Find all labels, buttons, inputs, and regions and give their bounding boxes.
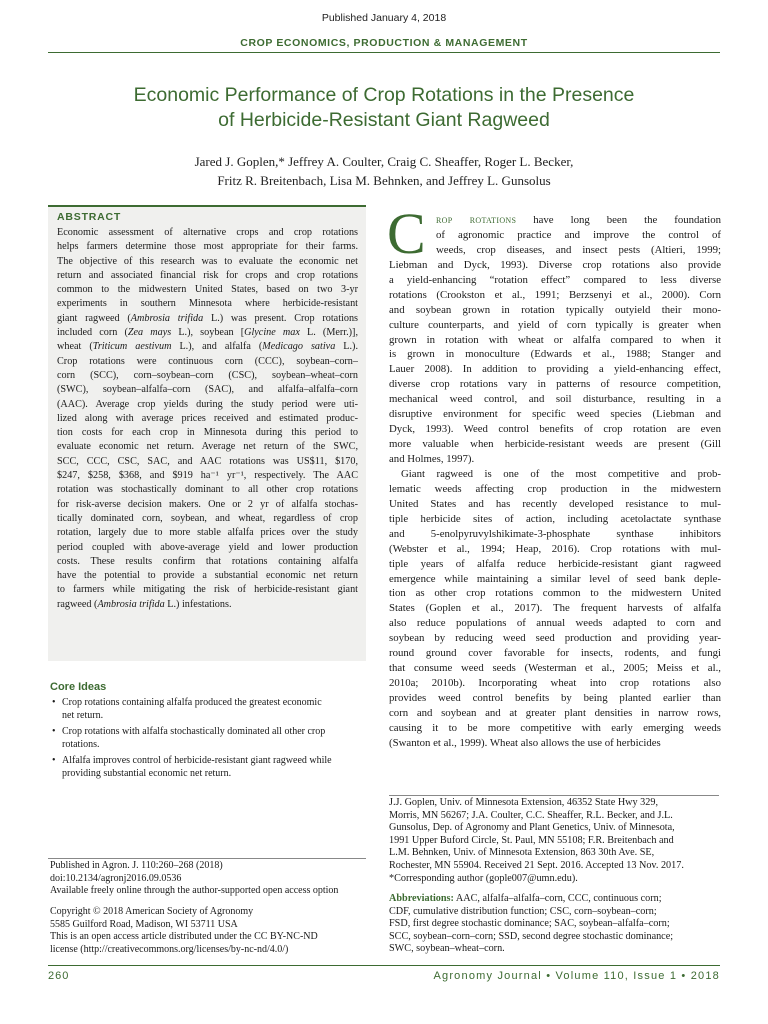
abstract-heading: ABSTRACT [57, 211, 122, 223]
intro-line: States (Goplen et al., 2017). The frequent harvests of alfalfa [389, 602, 721, 615]
affiliation-line: L.M. Behnken, Univ. of Minnesota Extension, 863 30th Ave. SE, [389, 847, 655, 859]
abbreviations-line: SCC, soybean–corn–corn; SSD, second degree stochastic dominance; [389, 930, 674, 942]
author-list [60, 152, 708, 190]
affiliation-rule [389, 795, 719, 796]
abstract-line: return and associated financial risk for crops and crop rotations [57, 269, 358, 281]
abstract-line: $247, $258, $368, and $919 ha⁻¹ yr⁻¹, respectively. The AAC [57, 470, 358, 482]
abstract-line: common to the midwestern United States, based on two 3-yr [57, 284, 358, 296]
abstract-line: tion costs for each crop in Minnesota during this period to [57, 427, 358, 439]
intro-line: tiple herbicide sites of action, including acetolactate synthase [389, 512, 721, 525]
intro-line: 2010a; 2010b). Incorporating wheat into crop rotations also [389, 677, 721, 690]
intro-line: culture counterparts, and yield of corn typically is greater when [389, 318, 721, 331]
copyright-line: license (http://creativecommons.org/licenses/by-nc-nd/4.0/) [50, 943, 289, 955]
intro-line: that consume weed seeds (Westerman et al., 2005; Meiss et al., [389, 662, 721, 675]
abstract-line: experiments in southern Minnesota where herbicide-resistant [57, 298, 358, 310]
intro-line: round ground cover favorable for insects, rodents, and fungi [389, 647, 721, 660]
intro-line: Lauer 2008). In addition to providing a yield-enhancing effect, [389, 363, 721, 376]
abstract-line: tically dominated corn, soybean, and wheat, regardless of crop [57, 512, 358, 524]
abbreviations-first-line [389, 893, 721, 906]
intro-line: tiple years of alfalfa reduce herbicide-resistant giant ragweed [389, 557, 721, 570]
intro-line: grown in rotation with wheat or alfalfa compared to when it [389, 333, 721, 346]
abstract-line: Economic assessment of alternative crops and crop rotations [57, 227, 358, 238]
page-number: 260 [48, 970, 70, 982]
intro-line: causing it to be more competitive with early emerging weeds [389, 721, 721, 734]
pub-info-line: Published in Agron. J. 110:260–268 (2018) [50, 860, 223, 871]
intro-first-line [389, 213, 721, 228]
core-ideas-heading: Core Ideas [50, 681, 107, 693]
core-idea-text [62, 697, 370, 722]
core-ideas-list [50, 697, 370, 785]
abstract-line: rotation was stochastically dominant to all other crop rotations [57, 484, 358, 496]
intro-line: and soybean grown in rotation typically outyield their mono- [389, 303, 721, 316]
section-heading: CROP ECONOMICS, PRODUCTION & MANAGEMENT [240, 37, 528, 49]
abbreviations-line: SWC, soybean–wheat–corn. [389, 943, 505, 955]
core-idea-line: Crop rotations with alfalfa stochastically dominated all other crop [62, 726, 326, 738]
intro-line: a yield-enhancing “rotation effect” compared to less diverse [389, 273, 721, 286]
intro-line: Giant ragweed is one of the most competitive and prob- [401, 467, 721, 480]
pub-info-line: doi:10.2134/agronj2016.09.0536 [50, 872, 182, 884]
intro-line: provides weed control benefits by being planted earlier than [389, 692, 721, 704]
abstract-line: ragweed (Ambrosia trifida L.) infestations. [57, 598, 232, 610]
abstract-line: for risk-averse decision makers. One or 2 yr of alfalfa stochas- [57, 498, 358, 510]
publication-info [50, 860, 370, 898]
intro-first-rest: have long been the foundation [516, 214, 721, 226]
intro-line: emergence while maintaining a similar level of seed bank deple- [389, 572, 721, 585]
abstract-line: costs. These results confirm that rotations containing alfalfa [57, 555, 358, 567]
abstract-line: The objective of this research was to evaluate the economic net [57, 255, 358, 267]
core-idea-text [62, 726, 370, 751]
affiliation-line: Gunsolus, Dep. of Agronomy and Plant Genetics, Univ. of Minnesota, [389, 822, 675, 834]
abbreviations-first-text: AAC, alfalfa–alfalfa–corn, CCC, continuous corn; [453, 893, 662, 904]
copyright-line: 5585 Guilford Road, Madison, WI 53711 USA [50, 918, 238, 930]
core-idea-text [62, 755, 370, 780]
intro-line: and 5-enolpyruvylshikimate-3-phosphate synthase inhibitors [389, 527, 721, 540]
abbreviations-line: CDF, cumulative distribution function; CSC, corn–soybean–corn; [389, 905, 657, 917]
abbreviations [389, 893, 721, 956]
affiliation-line: 1991 Upper Buford Circle, St. Paul, MN 55108; F.R. Breitenbach and [389, 834, 674, 846]
intro-line: United States and has recently developed resistance to mul- [389, 497, 721, 510]
drop-cap: C [387, 201, 426, 266]
introduction-text [389, 213, 721, 751]
intro-line: of agronomic practice and improve the control of [436, 228, 721, 241]
core-idea-line: rotations. [62, 738, 100, 750]
intro-line: corn and soybean and at greater plant densities in narrow rows, [389, 706, 721, 719]
core-idea-line: net return. [62, 709, 104, 721]
affiliation-line: Rochester, MN 55904. Received 21 Sept. 2016. Accepted 13 Nov. 2017. [389, 859, 684, 871]
abbreviations-label: Abbreviations: [389, 893, 454, 904]
abstract-line: helps farmers determine those most appropriate for their farms. [57, 241, 358, 253]
bullet-icon: • [52, 726, 56, 738]
intro-smallcaps: rop rotations [436, 214, 517, 226]
published-date: Published January 4, 2018 [321, 12, 447, 24]
abstract-line: period coupled with above-average yield and lower production [57, 541, 358, 553]
abstract-line: included corn (Zea mays L.), soybean [Glycine max L. (Merr.)], [57, 327, 358, 339]
bullet-icon: • [52, 755, 56, 767]
journal-footer: Agronomy Journal • Volume 110, Issue 1 • 2018 [433, 970, 720, 982]
pub-info-line: Available freely online through the author-supported open access option [50, 885, 339, 897]
core-idea-item [50, 697, 370, 722]
author-affiliations [389, 797, 721, 885]
intro-line: rotations (Crookston et al., 1991; Berzsenyi et al., 2000). Corn [389, 288, 721, 301]
intro-line: weeds, crop diseases, and insect pests (Altieri, 1999; [436, 243, 721, 256]
intro-line: also reduce populations of annual weeds adapted to corn and [389, 617, 721, 630]
copyright-line: This is an open access article distributed under the CC BY-NC-ND [50, 931, 318, 943]
intro-line: (Webster et al., 1994; Heap, 2016). Crop rotations with mul- [389, 542, 721, 555]
abstract-line: giant ragweed (Ambrosia trifida L.) was present. Crop rotations [57, 312, 358, 324]
core-idea-item [50, 726, 370, 751]
affiliation-line: *Corresponding author (gople007@umn.edu). [389, 872, 578, 884]
abstract-text [57, 226, 358, 612]
top-rule [48, 52, 720, 53]
intro-line: more valuable when herbicide-resistant weeds are present (Gill [389, 438, 721, 451]
copyright-line: Copyright © 2018 American Society of Agronomy [50, 906, 254, 917]
abstract-line: lized along with average prices received and estimated produc- [57, 412, 358, 424]
abstract-line: evaluate economic net return. Average net return of the SWC, [57, 441, 358, 453]
article-title [60, 83, 708, 133]
core-idea-line: providing substantial economic net return. [62, 767, 232, 779]
bottom-rule [48, 965, 720, 966]
intro-line: tion as other crop rotations common to the midwestern United [389, 587, 721, 600]
core-idea-line: Alfalfa improves control of herbicide-resistant giant ragweed while [62, 755, 332, 767]
intro-line: Dyck, 1993). Weed control benefits of crop rotation are even [389, 423, 721, 436]
affiliation-line: Morris, MN 56267; J.A. Coulter, C.C. Sheaffer, R.L. Becker, and J.L. [389, 809, 673, 821]
abbreviations-line: FSD, first degree stochastic dominance; SAC, soybean–alfalfa–corn; [389, 918, 670, 930]
intro-line: mechanical weed control, and soil disturbance, resulting in a [389, 393, 721, 406]
core-idea-line: Crop rotations containing alfalfa produced the greatest economic [62, 697, 322, 708]
intro-line: and Holmes, 1997). [389, 453, 475, 465]
intro-line: (Swanton et al., 1999). Wheat also allows the use of herbicides [389, 736, 661, 749]
intro-line: soybean by reducing weed seed production and providing year- [389, 632, 721, 645]
abstract-line: Crop rotations were continuous corn (CCC), soybean–corn– [57, 355, 358, 367]
abstract-line: rotation, largely due to more stable alfalfa prices over the study [57, 527, 358, 539]
intro-line: lematic weeds affecting crop production in the midwestern [389, 482, 721, 495]
abstract-line: corn (SCC), corn–soybean–corn (CSC), soybean–wheat–corn [57, 369, 358, 381]
core-idea-item [50, 755, 370, 780]
left-footer-rule [48, 858, 366, 859]
abstract-line: (AAC). Average crop yields during the study period were uti- [57, 398, 358, 410]
title-line: Economic Performance of Crop Rotations in the Presence [133, 84, 635, 106]
copyright-notice [50, 906, 370, 956]
author-line: Jared J. Goplen,* Jeffrey A. Coulter, Craig C. Sheaffer, Roger L. Becker, [194, 154, 574, 169]
author-line: Fritz R. Breitenbach, Lisa M. Behnken, and Jeffrey L. Gunsolus [217, 173, 551, 188]
bullet-icon: • [52, 697, 56, 708]
intro-line: is grown in monoculture (Edwards et al., 1988; Stanger and [389, 348, 721, 361]
affiliation-line: J.J. Goplen, Univ. of Minnesota Extension, 46352 State Hwy 329, [389, 797, 659, 808]
abstract-line: SCC, CCC, CSC, SAC, and AAC rotations was US$11, $170, [57, 455, 358, 467]
intro-line: diverse crop rotations vary in patterns of resource competition, [389, 378, 721, 391]
abstract-line: wheat (Triticum aestivum L.), and alfalfa (Medicago sativa L.). [57, 341, 358, 353]
abstract-line: to farmers while mitigating the risk of herbicide-resistant giant [57, 584, 358, 596]
abstract-line: have the potential to provide a substantial economic net return [57, 570, 358, 582]
abstract-line: (SWC), soybean–alfalfa–corn (SAC), and alfalfa–alfalfa–corn [57, 384, 358, 396]
title-line: of Herbicide-Resistant Giant Ragweed [218, 109, 550, 131]
intro-line: disruptive environment for specific weed species (Liebman and [389, 408, 721, 421]
intro-line: Liebman and Dyck, 1993). Diverse crop rotations also provide [389, 258, 721, 271]
